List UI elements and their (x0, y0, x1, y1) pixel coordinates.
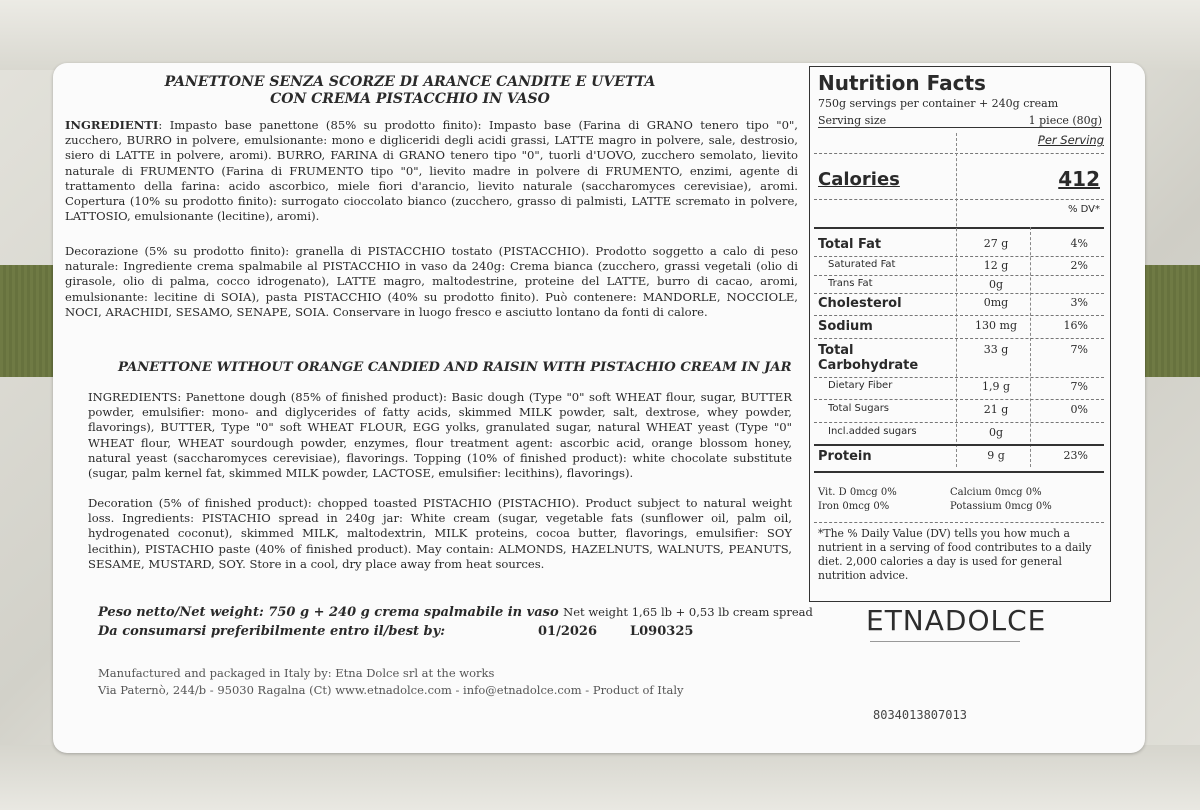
nutrition-facts-panel (809, 66, 1111, 602)
net-weight-english: Net weight 1,65 lb + 0,53 lb cream spread (563, 605, 813, 619)
nutrient-name: Sodium (818, 319, 873, 334)
divider (814, 471, 1104, 473)
english-heading: PANETTONE WITHOUT ORANGE CANDIED AND RAISIN WITH PISTACHIO CREAM IN JAR (118, 360, 792, 375)
nutrient-name: Dietary Fiber (828, 380, 893, 391)
box-flap-bottom (0, 745, 1200, 810)
nutrient-amount: 9 g (987, 449, 1005, 462)
title-line-1: PANETTONE SENZA SCORZE DI ARANCE CANDITE E UVETTA (164, 74, 656, 90)
divider (814, 275, 1104, 276)
english-ingredients: INGREDIENTS: Panettone dough (85% of finished product): Basic dough (Type "0" soft WHEAT flour, sugar, BUTTER powder, emulsifier: mono- and diglycerides of fatty acids, skimmed MILK powder, salt, dextrose, whey powder, flavorings), BUTTER, Type "0" soft WHEAT FLOUR, EGG yolks, granulated sugar, natural WHEAT yeast (Type "0" WHEAT flour, WHEAT sourdough powder, enzymes, flour treatment agent: ascorbic acid, orange blossom honey, natural yeast (saccharomyces cerevisiae), flavorings. Topping (10% of finished product): white chocolate substitute (sugar, palm kernel fat, skimmed MILK powder, LACTOSE, emulsifier: lecithins), flavorings). (88, 390, 792, 481)
iron: Iron 0mcg 0% (818, 501, 890, 512)
divider (814, 377, 1104, 378)
per-serving-label: Per Serving (1037, 133, 1104, 147)
nutrient-amount: 0g (988, 278, 1004, 291)
column-divider (1030, 227, 1031, 467)
ingredients-label: INGREDIENTI (65, 118, 159, 132)
daily-value-footnote: *The % Daily Value (DV) tells you how much a nutrient in a serving of food contributes to a daily diet. 2,000 calories a day is used for general nutrition advice. (818, 527, 1092, 582)
brand-underline (870, 641, 1020, 642)
nutrient-amount: 0mg (983, 296, 1009, 309)
divider (814, 227, 1104, 229)
daily-value-header: % DV* (1067, 204, 1100, 215)
nutrient-amount: 0g (988, 426, 1004, 439)
nutrient-amount: 130 mg (975, 319, 1017, 332)
servings-per-container: 750g servings per container + 240g cream (818, 97, 1059, 110)
serving-size-label: Serving size (818, 114, 887, 127)
divider (814, 199, 1104, 200)
nutrient-percent: 7% (1070, 343, 1088, 356)
product-title (120, 74, 700, 108)
italian-ingredients (65, 118, 798, 224)
nutrient-percent: 3% (1070, 296, 1088, 309)
divider (814, 256, 1104, 257)
best-by-label: Da consumarsi preferibilmente entro il/best by: (98, 624, 446, 639)
calories-label: Calories (818, 169, 900, 190)
nutrient-name: Saturated Fat (828, 259, 896, 270)
nutrient-name: Total Carbohydrate (818, 343, 919, 373)
calcium: Calcium 0mcg 0% (950, 487, 1042, 498)
vitamin-d: Vit. D 0mcg 0% (818, 487, 897, 498)
nutrient-name: Cholesterol (818, 296, 902, 311)
nutrient-name: Incl.added sugars (828, 426, 917, 437)
manufacturer-line-2: Via Paternò, 244/b - 95030 Ragalna (Ct) www.etnadolce.com - info@etnadolce.com - Product of Italy (98, 683, 684, 697)
divider (814, 399, 1104, 400)
best-by-date: 01/2026 (538, 624, 598, 639)
barcode-number: 8034013807013 (873, 708, 967, 722)
nutrient-name: Protein (818, 449, 872, 464)
nutrient-amount: 21 g (983, 403, 1009, 416)
nutrient-amount: 27 g (983, 237, 1009, 250)
title-line-2: CON CREMA PISTACCHIO IN VASO (270, 91, 550, 107)
italian-decoration: Decorazione (5% su prodotto finito): granella di PISTACCHIO tostato (PISTACCHIO). Prodotto soggetto a calo di peso naturale: Ingrediente crema spalmabile al PISTACCHIO in vaso da 240g: Crema bianca (zucchero, grassi vegetali (olio di girasole, olio di palma, cocco idrogenato), LATTE magro, maltodestrine, proteine del LATTE, burro di cacao, aromi, emulsionante: lecitine di SOIA), pasta PISTACCHIO (40% su prodotto finito). Può contenere: MANDORLE, NOCCIOLE, NOCI, ARACHIDI, SESAMO, SENAPE, SOIA. Conservare in luogo fresco e asciutto lontano da fonti di calore. (65, 244, 798, 319)
serving-size (818, 114, 1102, 128)
nutrient-amount: 12 g (983, 259, 1009, 272)
nutrient-name: Trans Fat (828, 278, 873, 289)
box-flap-top (0, 0, 1200, 70)
manufacturer-line-1: Manufactured and packaged in Italy by: Etna Dolce srl at the works (98, 666, 495, 680)
nutrient-percent: 4% (1070, 237, 1088, 250)
nutrition-title: Nutrition Facts (818, 71, 986, 95)
lot-number: L090325 (630, 624, 694, 639)
nutrient-percent: 2% (1070, 259, 1088, 272)
nutrient-percent: 0% (1070, 403, 1088, 416)
nutrient-amount: 1,9 g (981, 380, 1011, 393)
serving-size-value: 1 piece (80g) (1028, 114, 1102, 127)
nutrient-amount: 33 g (983, 343, 1009, 356)
divider (814, 422, 1104, 423)
potassium: Potassium 0mcg 0% (950, 501, 1052, 512)
net-weight (98, 605, 813, 620)
divider (814, 338, 1104, 339)
brand-logo: ETNADOLCE (866, 604, 1047, 637)
nutrient-name: Total Sugars (828, 403, 890, 414)
net-weight-label: Peso netto/Net weight: 750 g + 240 g crema spalmabile in vaso (98, 605, 559, 620)
column-divider (956, 133, 957, 467)
calories-value: 412 (1058, 167, 1100, 191)
italian-ingredients-text: : Impasto base panettone (85% su prodotto finito): Impasto base (Farina di GRANO tenero tipo "0", zucchero, BURRO in polvere, emulsionante: mono e digliceridi degli acidi grassi, LATTE magro in polvere, sale, destrosio, siero di LATTE in polvere, aromi). BURRO, FARINA di GRANO tenero tipo "0", tuorli d'UOVO, zucchero semolato, lievito naturale di FRUMENTO (Farina di FRUMENTO tipo "0", lievito madre in polvere di FRUMENTO, enzimi, agente di trattamento della farina: acido ascorbico, miele fiori d'arancio, lievito naturale (saccharomyces cerevisiae), aromi. Copertura (10% su prodotto finito): surrogato cioccolato bianco (zucchero, grasso di palmisti, LATTE scremato in polvere, LATTOSIO, emulsionante (lecitine), aromi). (65, 118, 798, 224)
nutrient-name: Total Fat (818, 237, 882, 252)
nutrient-percent: 23% (1063, 449, 1088, 462)
nutrient-percent: 7% (1070, 380, 1088, 393)
divider (814, 153, 1104, 154)
divider (814, 293, 1104, 294)
divider (814, 315, 1104, 316)
nutrient-percent: 16% (1063, 319, 1088, 332)
divider (814, 522, 1104, 523)
english-decoration: Decoration (5% of finished product): chopped toasted PISTACHIO (PISTACHIO). Product subject to natural weight loss. Ingredients: PISTACHIO spread in 240g jar: White cream (sugar, vegetable fats (sunflower oil, palm oil, hydrogenated coconut), skimmed MILK, maltodextrin, MILK proteins, cocoa butter, flavorings, emulsifier: SOY lecithin), PISTACHIO paste (40% of finished product). May contain: ALMONDS, HAZELNUTS, WALNUTS, PEANUTS, SESAME, MUSTARD, SOY. Store in a cool, dry place away from heat sources. (88, 496, 792, 571)
divider (814, 444, 1104, 446)
